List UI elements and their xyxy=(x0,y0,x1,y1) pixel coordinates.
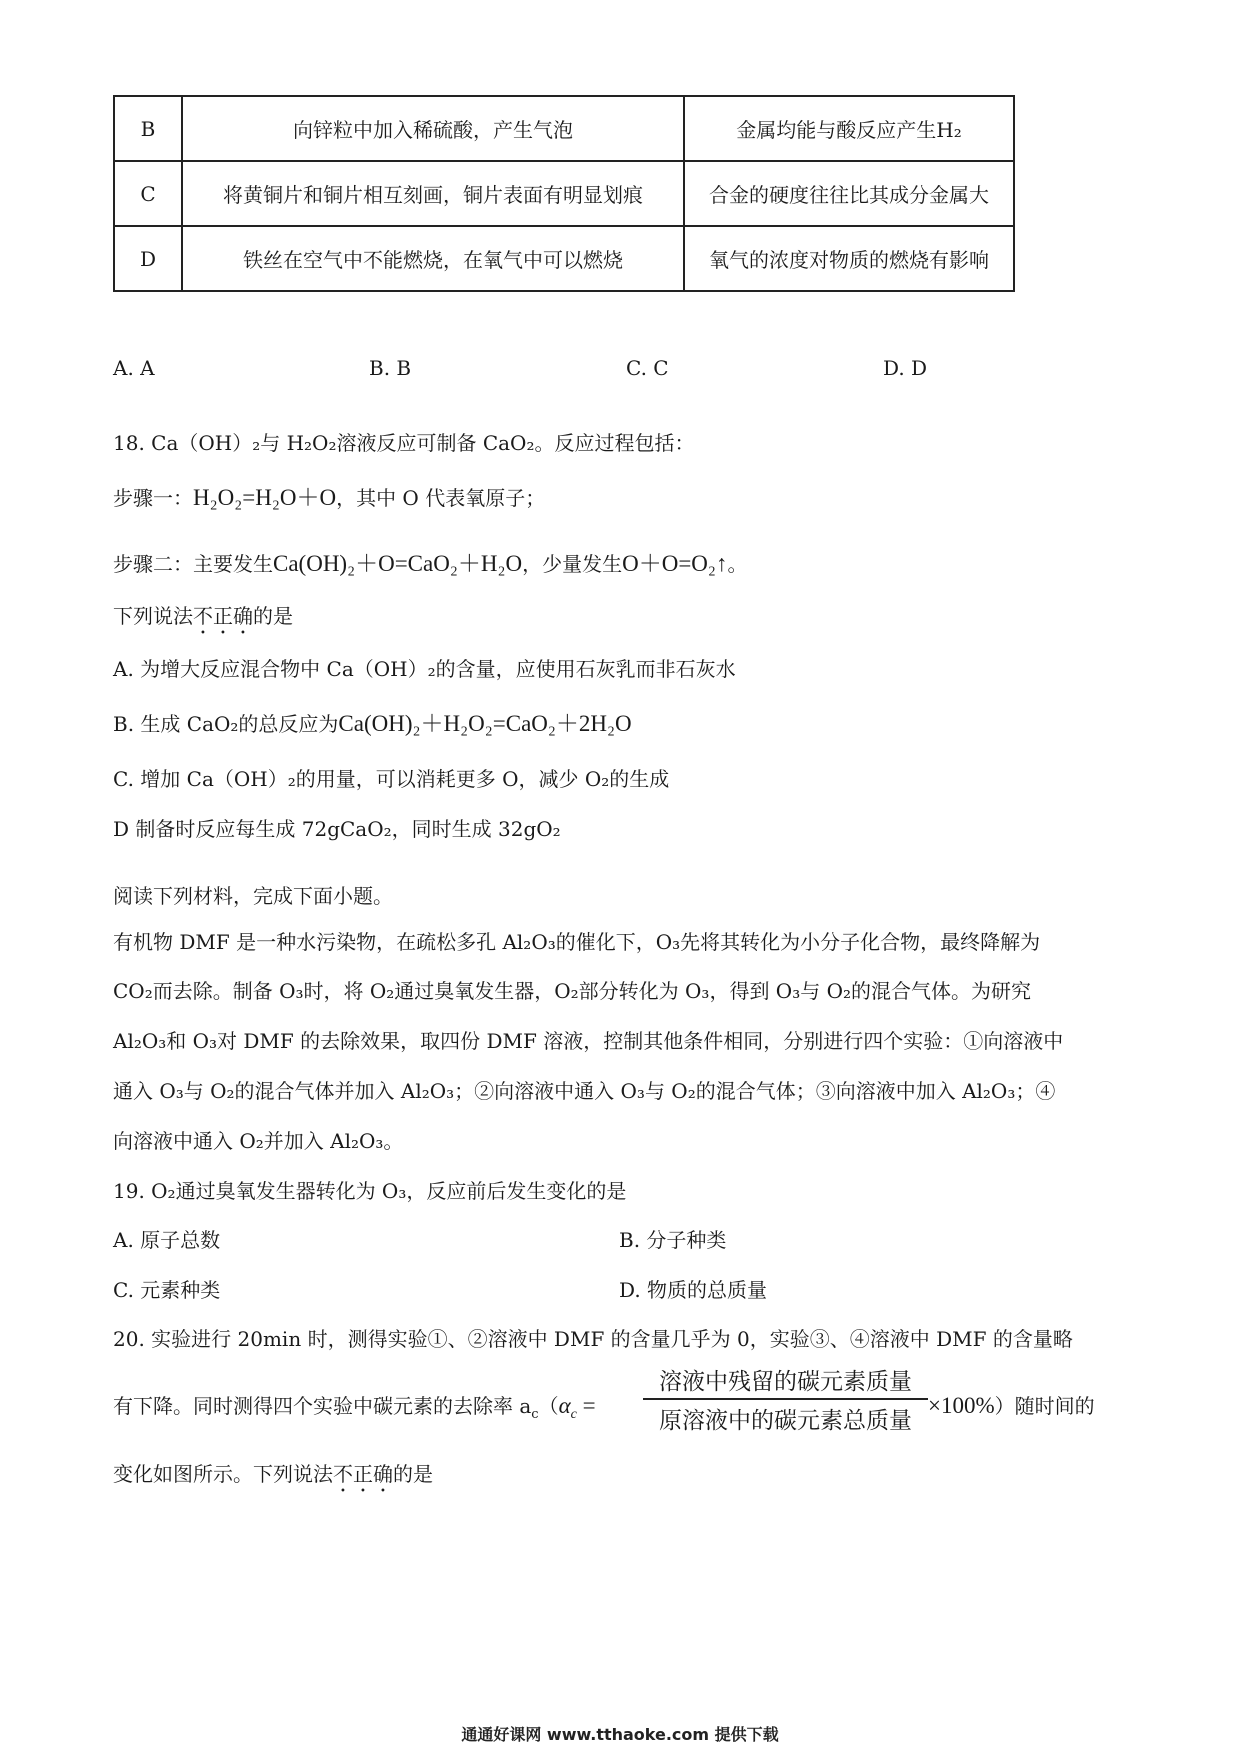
table-row xyxy=(114,226,1014,291)
q17-option-c: C. C xyxy=(626,356,669,380)
q18-stem: 18. Ca（OH）₂与 H₂O₂溶液反应可制备 CaO₂。反应过程包括： xyxy=(113,431,695,455)
material-line: 有机物 DMF 是一种水污染物，在疏松多孔 Al₂O₃的催化下，O₃先将其转化为小分子化合物，最终降解为 xyxy=(113,930,1041,954)
q18-step2-prefix: 步骤二：主要发生 xyxy=(113,552,273,576)
q20-line3 xyxy=(113,1458,433,1497)
q18-step2 xyxy=(113,545,747,578)
row-conclusion-cell: 氧气的浓度对物质的燃烧有影响 xyxy=(684,226,1014,291)
row-observation-cell: 将黄铜片和铜片相互刻画，铜片表面有明显划痕 xyxy=(182,161,684,226)
q20-line2-tail xyxy=(928,1390,1095,1419)
q20-alpha: α xyxy=(558,1393,571,1418)
material-line: CO₂而去除。制备 O₃时，将 O₂通过臭氧发生器，O₂部分转化为 O₃，得到 O₃与 O₂的混合气体。为研究 xyxy=(113,979,1031,1003)
q18-step2-end: 。 xyxy=(727,552,748,576)
q20-times100: ×100% xyxy=(928,1393,995,1418)
q20-line2-a: 有下降。同时测得四个实验中碳元素的去除率 a xyxy=(113,1394,532,1418)
q18-ask-b: 的是 xyxy=(253,604,293,628)
q18-step1-suffix: ，其中 O 代表氧原子； xyxy=(336,486,546,510)
row-conclusion-cell: 金属均能与酸反应产生H₂ xyxy=(684,96,1014,161)
q19-option-c: C. 元素种类 xyxy=(113,1278,221,1302)
row-observation-cell: 向锌粒中加入稀硫酸，产生气泡 xyxy=(182,96,684,161)
q20-line2-c: ）随时间的 xyxy=(994,1394,1095,1418)
row-conclusion-cell: 合金的硬度往往比其成分金属大 xyxy=(684,161,1014,226)
table-row xyxy=(114,161,1014,226)
material-intro: 阅读下列材料，完成下面小题。 xyxy=(113,884,393,908)
q18-option-b xyxy=(113,705,632,738)
q18-step2-equation-minor: O＋O=O₂↑ xyxy=(622,551,728,576)
q18-ask-a: 下列说法 xyxy=(113,604,193,628)
q20-line3-a: 变化如图所示。下列说法 xyxy=(113,1462,333,1486)
q17-option-a: A. A xyxy=(113,356,155,380)
q18-option-d: D 制备时反应每生成 72gCaO₂，同时生成 32gO₂ xyxy=(113,817,561,841)
q20-fraction-numerator: 溶液中残留的碳元素质量 xyxy=(643,1363,928,1400)
q20-alpha-sub: c xyxy=(570,1407,577,1422)
q20-line1: 20. 实验进行 20min 时，测得实验①、②溶液中 DMF 的含量几乎为 0，实验③、④溶液中 DMF 的含量略 xyxy=(113,1327,1073,1351)
options-table xyxy=(113,95,1015,292)
q20-line3-b: 的是 xyxy=(393,1462,433,1486)
q19-option-d: D. 物质的总质量 xyxy=(619,1278,768,1302)
q20-line2-sub: c xyxy=(531,1407,539,1422)
q19-option-b: B. 分子种类 xyxy=(619,1228,727,1252)
q18-option-b-prefix: B. 生成 CaO₂的总反应为 xyxy=(113,712,339,736)
q18-step1 xyxy=(113,479,545,512)
q20-line2 xyxy=(113,1390,596,1423)
row-label-cell: C xyxy=(114,161,182,226)
q20-equals: = xyxy=(576,1393,596,1418)
q20-line2-paren: （ xyxy=(538,1394,559,1418)
material-line: 通入 O₃与 O₂的混合气体并加入 Al₂O₃；②向溶液中通入 O₃与 O₂的混合气体；③向溶液中加入 Al₂O₃；④ xyxy=(113,1079,1056,1103)
q20-fraction xyxy=(643,1363,928,1435)
q18-ask xyxy=(113,600,293,639)
q18-option-a: A. 为增大反应混合物中 Ca（OH）₂的含量，应使用石灰乳而非石灰水 xyxy=(113,657,736,681)
q18-step1-prefix: 步骤一： xyxy=(113,486,193,510)
q18-step1-equation: H₂O₂=H₂O＋O xyxy=(193,485,337,510)
page-footer: 通通好课网 www.tthaoke.com 提供下载 xyxy=(461,1725,779,1744)
q19-stem: 19. O₂通过臭氧发生器转化为 O₃，反应前后发生变化的是 xyxy=(113,1179,627,1203)
q18-option-c: C. 增加 Ca（OH）₂的用量，可以消耗更多 O，减少 O₂的生成 xyxy=(113,767,670,791)
row-observation-cell: 铁丝在空气中不能燃烧，在氧气中可以燃烧 xyxy=(182,226,684,291)
options-table-body xyxy=(114,96,1014,291)
q17-option-b: B. B xyxy=(369,356,412,380)
q20-line3-emphasis: 不正确 xyxy=(333,1462,393,1486)
q17-option-d: D. D xyxy=(883,356,928,380)
material-line: Al₂O₃和 O₃对 DMF 的去除效果，取四份 DMF 溶液，控制其他条件相同，分别进行四个实验：①向溶液中 xyxy=(113,1029,1064,1053)
material-line: 向溶液中通入 O₂并加入 Al₂O₃。 xyxy=(113,1129,404,1153)
q19-option-a: A. 原子总数 xyxy=(113,1228,221,1252)
row-label-cell: D xyxy=(114,226,182,291)
q18-step2-equation-main: Ca(OH)₂＋O=CaO₂＋H₂O xyxy=(273,551,523,576)
table-row xyxy=(114,96,1014,161)
q18-option-b-equation: Ca(OH)₂＋H₂O₂=CaO₂＋2H₂O xyxy=(338,711,632,736)
q18-step2-mid: ，少量发生 xyxy=(522,552,623,576)
q20-fraction-denominator: 原溶液中的碳元素总质量 xyxy=(659,1408,912,1434)
row-label-cell: B xyxy=(114,96,182,161)
q18-ask-emphasis: 不正确 xyxy=(193,604,253,628)
